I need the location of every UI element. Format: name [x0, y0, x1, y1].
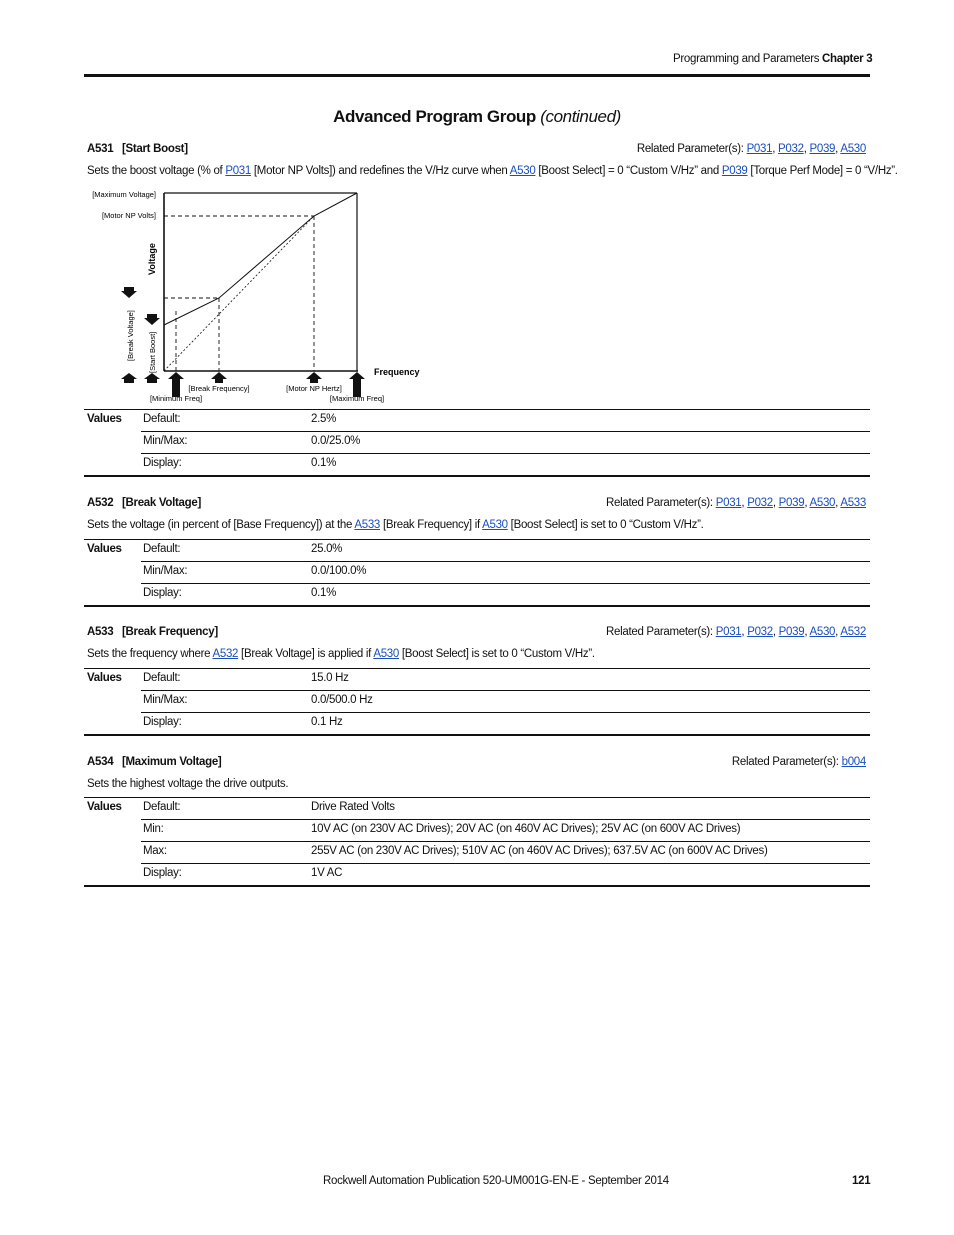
- row-label: Default:: [143, 672, 181, 684]
- table-row: [141, 712, 870, 734]
- table-row: [141, 690, 870, 712]
- link-p039[interactable]: P039: [809, 143, 836, 155]
- row-value: 0.0/100.0%: [311, 565, 367, 577]
- row-value: 0.1%: [311, 457, 337, 469]
- row-value: 15.0 Hz: [311, 672, 349, 684]
- param-name: [Maximum Voltage]: [121, 756, 222, 768]
- vhz-curve: [164, 193, 357, 325]
- param-heading-a531: [87, 143, 188, 155]
- header-chapter: Chapter 3: [822, 53, 873, 65]
- values-label: Values: [87, 543, 122, 555]
- link-a530[interactable]: A530: [509, 165, 536, 177]
- link-a533[interactable]: A533: [354, 519, 381, 531]
- link-a533[interactable]: A533: [840, 497, 866, 509]
- row-value: 2.5%: [311, 413, 337, 425]
- table-row: [84, 798, 870, 819]
- row-label: Default:: [143, 413, 181, 425]
- related-label: Related Parameter(s):: [606, 626, 713, 638]
- link-a532[interactable]: A532: [212, 648, 239, 660]
- row-value: 0.1 Hz: [311, 716, 343, 728]
- param-id: A531: [87, 143, 114, 155]
- row-value: 0.0/25.0%: [311, 435, 361, 447]
- related-label: Related Parameter(s):: [636, 143, 744, 155]
- link-a530[interactable]: A530: [482, 519, 508, 531]
- row-value: 0.0/500.0 Hz: [311, 694, 373, 706]
- header-rule: [84, 74, 870, 77]
- values-label: Values: [87, 672, 122, 684]
- param-id: A533: [87, 626, 114, 638]
- related-params-a531: Related Parameter(s): P031, P032, P039, A530: [636, 143, 866, 155]
- param-name: [Break Voltage]: [121, 497, 201, 509]
- param-id: A532: [87, 497, 114, 509]
- values-table-a534: [84, 797, 870, 887]
- link-p032[interactable]: P032: [747, 626, 773, 638]
- table-row: [84, 669, 870, 690]
- table-row: [141, 453, 870, 475]
- related-label: Related Parameter(s):: [606, 497, 713, 509]
- related-params-a534: [732, 756, 866, 768]
- page-number: 121: [852, 1175, 871, 1187]
- param-desc-a534: Sets the highest voltage the drive outputs.: [87, 778, 289, 790]
- values-table-a533: [84, 668, 870, 736]
- desc-text: [Break Voltage] is applied if: [238, 648, 374, 660]
- row-label: Min/Max:: [143, 565, 188, 577]
- link-p039[interactable]: P039: [778, 626, 805, 638]
- table-row: [84, 540, 870, 561]
- arrow-down-icon: [144, 314, 160, 325]
- row-value: 0.1%: [311, 587, 337, 599]
- row-label: Min:: [143, 823, 164, 835]
- link-p032[interactable]: P032: [747, 497, 773, 509]
- table-row: [141, 863, 870, 885]
- label-break-frequency: [Break Frequency]: [188, 384, 250, 393]
- desc-text: [Boost Select] is set to 0 “Custom V/Hz”.: [399, 648, 595, 660]
- label-voltage: Voltage: [147, 243, 157, 275]
- desc-text: Sets the frequency where: [87, 648, 213, 660]
- param-heading-a534: [87, 756, 221, 768]
- row-label: Display:: [143, 587, 182, 599]
- param-desc-a531: [87, 165, 898, 177]
- linear-reference-dash: [164, 216, 314, 371]
- link-p031[interactable]: P031: [715, 497, 742, 509]
- link-p039[interactable]: P039: [778, 497, 805, 509]
- row-label: Display:: [143, 716, 182, 728]
- desc-text: [Boost Select] = 0 “Custom V/Hz” and: [535, 165, 722, 177]
- arrow-up-icon: [144, 373, 160, 383]
- label-start-boost: [Start Boost]: [148, 331, 157, 373]
- page-title-main: Advanced Program Group: [333, 107, 536, 126]
- row-label: Min/Max:: [143, 694, 188, 706]
- row-label: Display:: [143, 867, 182, 879]
- param-heading-a533: [87, 626, 218, 638]
- desc-text: Sets the voltage (in percent of [Base Frequency]) at the: [87, 519, 355, 531]
- row-label: Display:: [143, 457, 182, 469]
- page-title-continued: (continued): [540, 107, 621, 126]
- desc-text: [Boost Select] is set to 0 “Custom V/Hz”.: [507, 519, 704, 531]
- label-minimum-freq: [Minimum Freq]: [149, 394, 203, 403]
- related-params-a532: Related Parameter(s): P031, P032, P039, A530, A533: [606, 497, 866, 509]
- values-table-a532: [84, 539, 870, 607]
- link-p031[interactable]: P031: [225, 165, 252, 177]
- arrow-down-icon: [121, 287, 137, 298]
- related-params-a533: Related Parameter(s): P031, P032, P039, A530, A532: [606, 626, 866, 638]
- row-value: Drive Rated Volts: [311, 801, 395, 813]
- param-id: A534: [87, 756, 114, 768]
- desc-text: [Break Frequency] if: [380, 519, 483, 531]
- values-label: Values: [87, 801, 122, 813]
- desc-text: [Torque Perf Mode] = 0 “V/Hz”.: [747, 165, 898, 177]
- row-label: Min/Max:: [143, 435, 188, 447]
- link-b004[interactable]: b004: [841, 756, 866, 768]
- row-label: Default:: [143, 801, 181, 813]
- table-row: [141, 841, 870, 863]
- label-maximum-freq: [Maximum Freq]: [329, 394, 385, 403]
- vhz-curve-diagram: [84, 183, 424, 408]
- page-title: [0, 107, 954, 127]
- table-row: [141, 561, 870, 583]
- label-motor-np-hertz: [Motor NP Hertz]: [286, 384, 342, 393]
- link-a530[interactable]: A530: [373, 648, 400, 660]
- arrow-up-icon: [211, 372, 227, 383]
- param-heading-a532: [87, 497, 201, 509]
- header-section: Programming and Parameters: [673, 53, 820, 65]
- footer-publication: Rockwell Automation Publication 520-UM001G-EN-E - September 2014: [323, 1175, 669, 1187]
- link-p039[interactable]: P039: [721, 165, 748, 177]
- row-value: 1V AC: [311, 867, 343, 879]
- link-a532[interactable]: A532: [840, 626, 866, 638]
- table-row: [141, 583, 870, 605]
- table-row: [84, 410, 870, 431]
- link-p032[interactable]: P032: [778, 143, 804, 155]
- link-a530[interactable]: A530: [840, 143, 866, 155]
- table-row: [141, 819, 870, 841]
- related-label: Related Parameter(s):: [731, 756, 839, 768]
- label-break-voltage: [Break Voltage]: [126, 310, 135, 361]
- desc-text: Sets the boost voltage (% of: [87, 165, 226, 177]
- arrow-up-icon: [121, 373, 137, 383]
- row-label: Max:: [143, 845, 167, 857]
- param-desc-a533: [87, 648, 595, 660]
- link-p031[interactable]: P031: [715, 626, 742, 638]
- label-frequency: Frequency: [374, 367, 420, 377]
- param-desc-a532: [87, 519, 704, 531]
- link-p031[interactable]: P031: [746, 143, 773, 155]
- row-value: 10V AC (on 230V AC Drives); 20V AC (on 460V AC Drives); 25V AC (on 600V AC Drives): [311, 823, 741, 835]
- desc-text: [Motor NP Volts]) and redefines the V/Hz curve when: [251, 165, 510, 177]
- values-table-a531: [84, 409, 870, 477]
- param-name: [Start Boost]: [121, 143, 188, 155]
- row-label: Default:: [143, 543, 181, 555]
- table-row: [141, 431, 870, 453]
- row-value: 255V AC (on 230V AC Drives); 510V AC (on 460V AC Drives); 637.5V AC (on 600V AC Drives): [311, 845, 768, 857]
- link-a530[interactable]: A530: [809, 497, 836, 509]
- param-name: [Break Frequency]: [121, 626, 218, 638]
- label-motor-np-volts: [Motor NP Volts]: [101, 211, 156, 220]
- link-a530[interactable]: A530: [809, 626, 836, 638]
- values-label: Values: [87, 413, 122, 425]
- label-maximum-voltage: [Maximum Voltage]: [92, 190, 156, 199]
- arrow-up-icon: [306, 372, 322, 383]
- row-value: 25.0%: [311, 543, 343, 555]
